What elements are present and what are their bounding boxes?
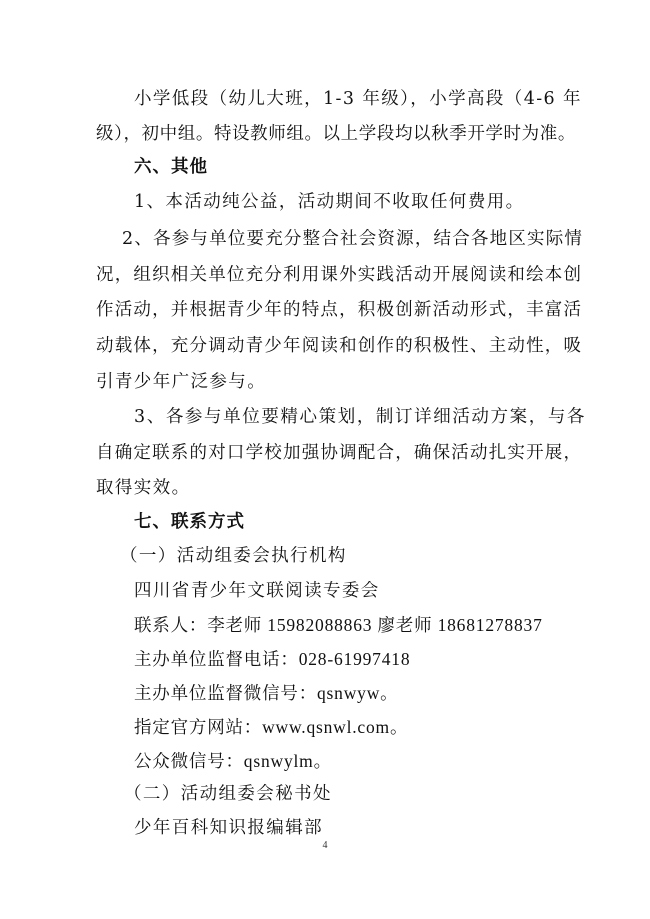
section-six-item-2-line-1: 2、各参与单位要充分整合社会资源，结合各地区实际情 [122,229,584,249]
executive-body-name: 四川省青少年文联阅读专委会 [134,581,380,601]
section-six-item-2-line-5: 引青少年广泛参与。 [96,372,267,392]
section-six-item-2-line-3: 作活动，并根据青少年的特点，积极创新活动形式，丰富活 [96,300,583,320]
secretariat-subheading: （二）活动组委会秘书处 [124,784,332,804]
executive-body-subheading: （一）活动组委会执行机构 [120,546,347,566]
section-six-item-2-line-4: 动载体，充分调动青少年阅读和创作的积极性、主动性，吸 [96,336,583,356]
section-six-item-2-line-2: 况，组织相关单位充分利用课外实践活动开展阅读和绘本创 [96,265,583,285]
grades-line-1: 小学低段（幼儿大班，1-3 年级），小学高段（4-6 年 [134,89,582,109]
section-six-item-3-line-2: 自确定联系的对口学校加强协调配合，确保活动扎实开展， [96,443,583,463]
public-wechat: 公众微信号：qsnwylm。 [134,751,332,771]
contact-persons: 联系人：李老师 15982088863 廖老师 18681278837 [134,615,543,635]
official-website: 指定官方网站：www.qsnwl.com。 [134,717,409,737]
section-six-item-3-line-3: 取得实效。 [96,478,191,498]
section-six-item-3-line-1: 3、各参与单位要精心策划，制订详细活动方案，与各 [134,407,587,427]
supervision-phone: 主办单位监督电话：028-61997418 [134,649,411,669]
section-seven-heading: 七、联系方式 [134,512,245,532]
supervision-wechat: 主办单位监督微信号：qsnwyw。 [134,683,399,703]
grades-line-2: 级），初中组。特设教师组。以上学段均以秋季开学时为准。 [96,124,576,144]
page-number: 4 [322,840,328,851]
section-six-heading: 六、其他 [134,157,208,177]
secretariat-name: 少年百科知识报编辑部 [134,818,323,838]
section-six-item-1: 1、本活动纯公益，活动期间不收取任何费用。 [134,192,525,212]
